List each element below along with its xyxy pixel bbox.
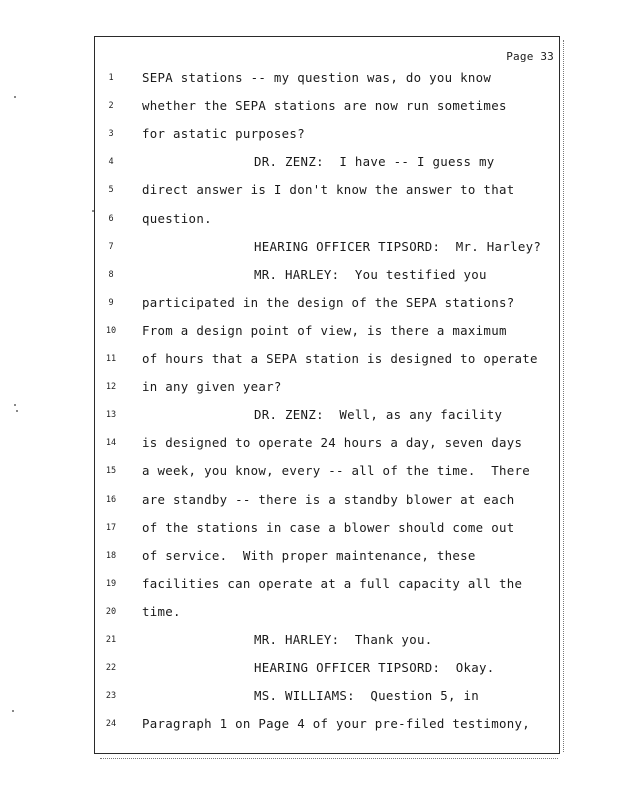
- line-text: participated in the design of the SEPA stations?: [142, 294, 515, 310]
- line-number: 13: [105, 410, 117, 421]
- line-number: 20: [105, 606, 117, 617]
- line-number: 19: [105, 578, 117, 589]
- transcript-line: [0, 98, 618, 118]
- scan-speck: [14, 404, 16, 406]
- transcript-line: [0, 660, 618, 680]
- transcript-line: [0, 323, 618, 343]
- line-text: direct answer is I don't know the answer to that: [142, 182, 515, 198]
- line-text: Paragraph 1 on Page 4 of your pre-filed testimony,: [142, 716, 530, 732]
- line-text: HEARING OFFICER TIPSORD: Mr. Harley?: [254, 238, 542, 254]
- line-number: 21: [105, 635, 117, 645]
- line-text: DR. ZENZ: Well, as any facility: [254, 407, 503, 423]
- transcript-line: [0, 295, 618, 315]
- bottom-margin-rule: [100, 758, 558, 759]
- transcript-line: [0, 604, 618, 624]
- transcript-line: [0, 492, 618, 512]
- transcript-line: [0, 182, 618, 202]
- line-text: time.: [142, 603, 181, 619]
- line-number: 24: [105, 719, 117, 730]
- line-text: MR. HARLEY: You testified you: [254, 266, 487, 282]
- line-number: 23: [105, 691, 117, 702]
- transcript-line: [0, 407, 618, 427]
- line-text: HEARING OFFICER TIPSORD: Okay.: [254, 660, 495, 676]
- page-number: Page 33: [506, 50, 554, 63]
- line-number: 7: [108, 241, 114, 252]
- transcript-line: [0, 632, 618, 652]
- transcript-line: [0, 716, 618, 736]
- line-text: is designed to operate 24 hours a day, seven days: [142, 435, 523, 451]
- transcript-line: [0, 435, 618, 455]
- transcript-line: [0, 576, 618, 596]
- transcript-line: [0, 239, 618, 259]
- line-number: 22: [105, 663, 117, 674]
- line-number: 11: [105, 354, 117, 364]
- line-text: of the stations in case a blower should come out: [142, 519, 515, 535]
- line-number: 6: [108, 213, 114, 224]
- line-number: 15: [105, 466, 117, 477]
- line-number: 17: [105, 522, 117, 533]
- scan-speck: [92, 210, 94, 212]
- line-number: 2: [108, 101, 114, 112]
- line-number: 8: [108, 269, 114, 280]
- line-text: for astatic purposes?: [142, 126, 305, 142]
- line-text: are standby -- there is a standby blower at each: [142, 491, 515, 507]
- line-number: 14: [105, 438, 117, 449]
- line-text: of service. With proper maintenance, these: [142, 547, 476, 563]
- transcript-line: [0, 520, 618, 540]
- line-text: From a design point of view, is there a maximum: [142, 322, 507, 338]
- line-number: 10: [105, 325, 117, 336]
- line-text: DR. ZENZ: I have -- I guess my: [254, 154, 495, 170]
- transcript-line: [0, 548, 618, 568]
- transcript-line: [0, 211, 618, 231]
- transcript-line: [0, 70, 618, 90]
- line-number: 9: [108, 297, 114, 308]
- scan-speck: [12, 710, 14, 712]
- line-number: 12: [105, 382, 117, 393]
- scan-speck: [14, 96, 16, 98]
- line-text: MR. HARLEY: Thank you.: [254, 632, 433, 647]
- transcript-line: [0, 351, 618, 371]
- line-number: 1: [108, 73, 114, 83]
- line-text: of hours that a SEPA station is designed to operate: [142, 351, 538, 366]
- transcript-line: [0, 126, 618, 146]
- line-number: 5: [108, 185, 114, 196]
- transcript-line: [0, 688, 618, 708]
- line-number: 4: [108, 157, 114, 168]
- line-number: 3: [108, 129, 114, 140]
- transcript-line: [0, 154, 618, 174]
- line-text: in any given year?: [142, 379, 282, 395]
- scan-speck: [16, 410, 18, 412]
- line-number: 16: [105, 494, 117, 505]
- transcript-line: [0, 379, 618, 399]
- line-text: facilities can operate at a full capacity all the: [142, 575, 523, 591]
- line-text: a week, you know, every -- all of the time. There: [142, 463, 530, 479]
- line-text: MS. WILLIAMS: Question 5, in: [254, 688, 480, 704]
- line-text: SEPA stations -- my question was, do you know: [142, 70, 492, 85]
- line-number: 18: [105, 550, 117, 561]
- line-text: question.: [142, 210, 212, 226]
- transcript-line: [0, 267, 618, 287]
- transcript-line: [0, 463, 618, 483]
- line-text: whether the SEPA stations are now run sometimes: [142, 98, 507, 114]
